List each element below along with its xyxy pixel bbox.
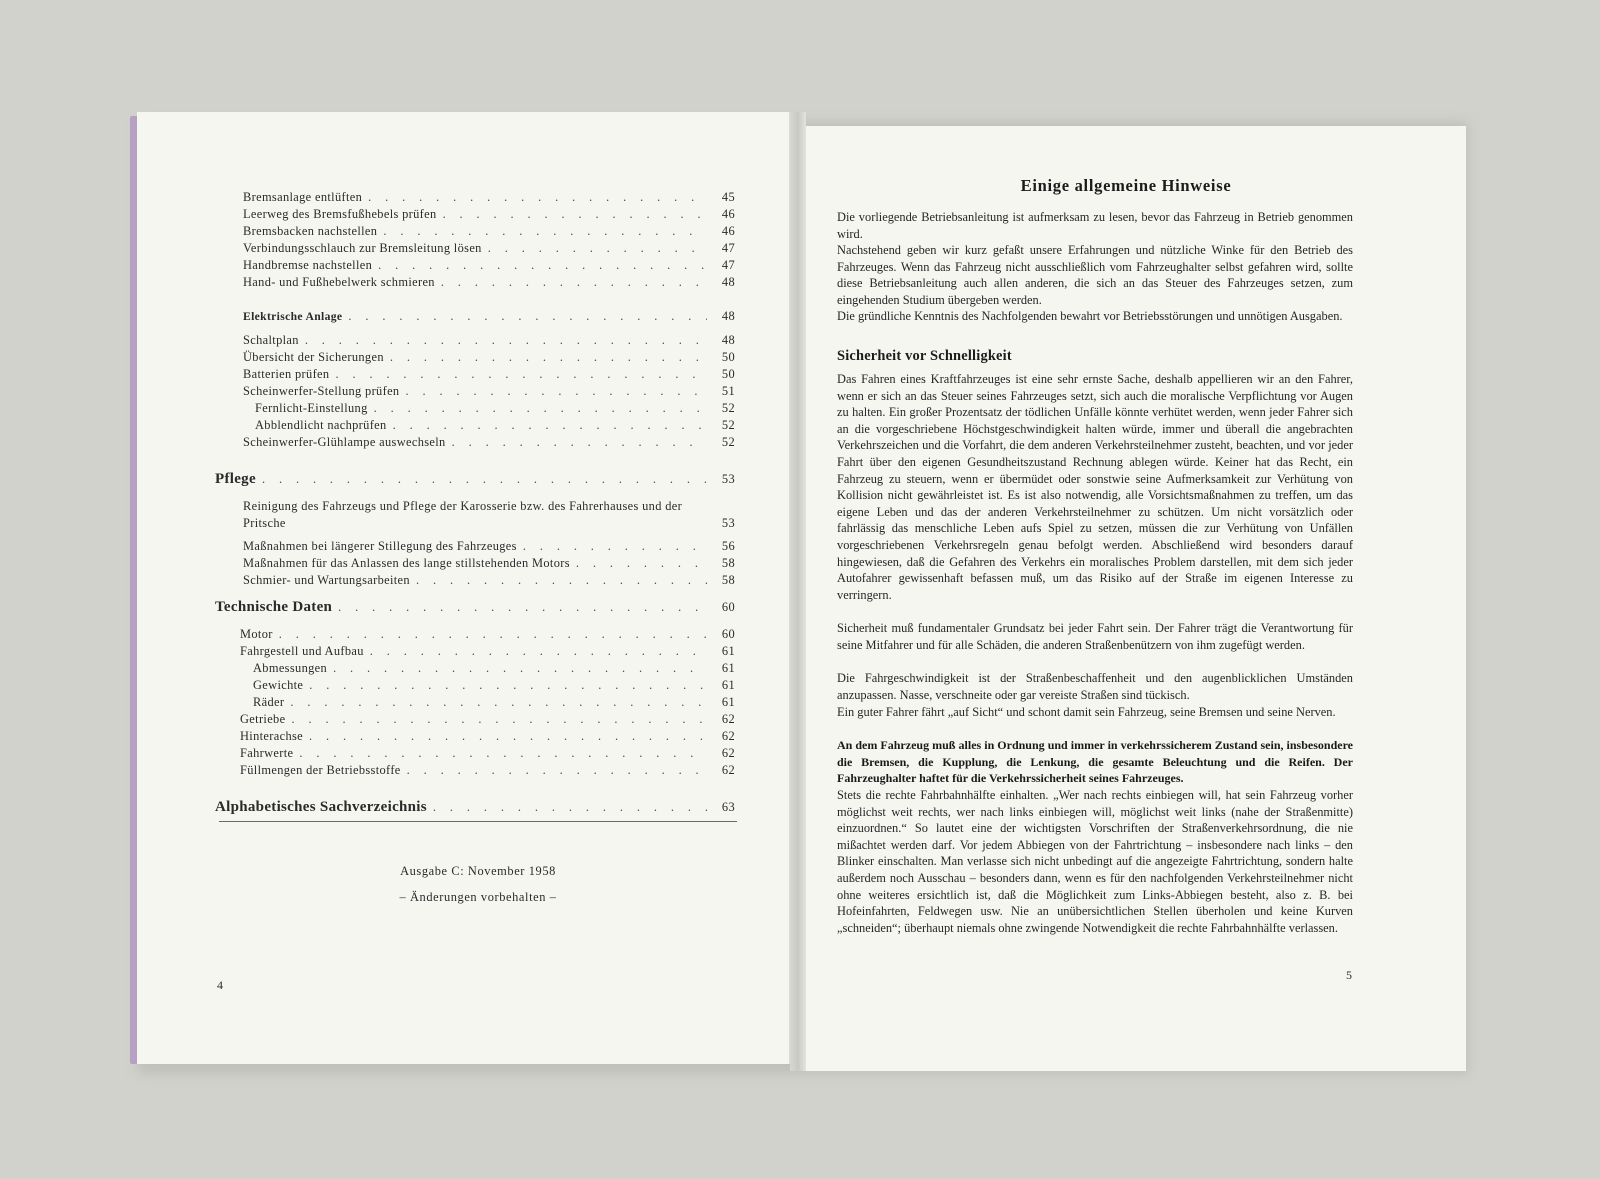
toc-page-number: 47 — [721, 241, 735, 255]
toc-leader-dots — [576, 556, 707, 571]
toc-entry-title: Räder — [253, 695, 285, 709]
toc-entry — [243, 333, 735, 348]
toc-entry-title: Motor — [240, 627, 273, 641]
toc-entry-title: Scheinwerfer-Stellung prüfen — [243, 384, 400, 398]
toc-entry-title: Schmier- und Wartungsarbeiten — [243, 573, 410, 587]
toc-page-number: 47 — [721, 258, 735, 272]
toc-page-number: 58 — [721, 573, 735, 587]
toc-leader-dots — [335, 367, 707, 382]
toc-entry — [243, 556, 735, 571]
toc-section-pflege — [215, 472, 735, 487]
toc-entry — [243, 207, 735, 222]
toc-subentry — [253, 695, 735, 710]
toc-entry — [243, 435, 735, 450]
toc-entry — [240, 644, 735, 659]
toc-entry — [243, 241, 735, 256]
toc-page-number: 61 — [721, 695, 735, 709]
toc-leader-dots — [488, 241, 707, 256]
toc-page-number: 63 — [721, 800, 735, 814]
toc-entry-title: Alphabetisches Sachverzeichnis — [215, 799, 427, 815]
toc-entry — [240, 729, 735, 744]
body-paragraph: Das Fahren eines Kraftfahrzeuges ist eine sehr ernste Sache, deshalb appellieren wir an den Fahrer, wenn er sich an das Steuer seines Fahrzeuges setzt, sich auch die moralische Verpflichtung vor Augen zu halten. Ein großer Prozentsatz der tödlichen Unfälle könnte verhütet werden, wenn jeder Fahrer sich an die vorgeschriebene Höchstgeschwindigkeit halten würde, immer und überall die angebrachten Verkehrszeichen und die Vorfahrt, die dem anderen Verkehrsteilnehmer zusteht, beachten, und vor jeder Fahrt über den eigenen Gesundheitszustand Rechnung ablegen würde. Keiner hat das Recht, ein Fahrzeug zu steuern, wenn er übermüdet oder sonstwie seine Aufmerksamkeit zur Verhütung von Kollision nicht gewährleistet ist. Es ist also notwendig, alle Vorsichtsmaßnahmen zu treffen, um das eigene Leben und das der anderen Verkehrsteilnehmer zu schützen. Um nicht vorsätzlich oder fahrlässig das menschliche Leben aufs Spiel zu setzen, müssen die zur Verhütung von Unfällen vorgeschriebenen Verkehrsregeln genau befolgt werden. Abschließend wird besonders darauf hingewiesen, daß die Gefahren des Verkehrs ein moralisches Problem darstellen, mit dem sich jeder Autofahrer gewissenhaft befassen muß, um das Risiko auf der Straße im eigenen Interesse zu verringern. — [837, 372, 1353, 602]
toc-page-number: 62 — [721, 729, 735, 743]
toc-entry-title: Bremsanlage entlüften — [243, 190, 363, 204]
toc-page-number: 56 — [721, 539, 735, 553]
section-heading: Sicherheit vor Schnelligkeit — [837, 348, 1012, 364]
toc-entry-title: Schaltplan — [243, 333, 299, 347]
toc-page-number: 51 — [721, 384, 735, 398]
toc-entry — [240, 746, 735, 761]
toc-leader-dots — [368, 190, 707, 205]
toc-page-number: 48 — [721, 333, 735, 347]
toc-section-technische-daten — [215, 600, 735, 615]
toc-entry-title: Verbindungsschlauch zur Bremsleitung lösen — [243, 241, 482, 255]
toc-leader-dots — [262, 472, 707, 487]
toc-page-number: 61 — [721, 661, 735, 675]
left-page-contents — [137, 112, 790, 1064]
toc-entry — [243, 498, 735, 531]
toc-entry — [240, 627, 735, 642]
toc-entry — [243, 573, 735, 588]
toc-page-number: 50 — [721, 367, 735, 381]
toc-entry — [243, 258, 735, 273]
toc-leader-dots — [290, 695, 707, 710]
toc-entry-title: Hinterachse — [240, 729, 304, 743]
toc-leader-dots — [523, 539, 707, 554]
toc-entry — [240, 712, 735, 727]
toc-entry — [243, 384, 735, 399]
toc-page-number: 52 — [721, 435, 735, 449]
toc-leader-dots — [305, 333, 707, 348]
toc-entry-title: Maßnahmen bei längerer Stillegung des Fahrzeuges — [243, 539, 517, 553]
toc-leader-dots — [390, 350, 707, 365]
toc-page-number: 61 — [721, 678, 735, 692]
toc-page-number: 62 — [721, 712, 735, 726]
intro-paragraph: Die gründliche Kenntnis des Nachfolgenden bewahrt vor Betriebsstörungen und unnötigen Ausgaben. — [837, 309, 1343, 323]
toc-leader-dots — [378, 258, 707, 273]
toc-leader-dots — [452, 435, 707, 450]
toc-entry — [243, 539, 735, 554]
toc-entry-title: Leerweg des Bremsfußhebels prüfen — [243, 207, 437, 221]
toc-entry-title: Reinigung des Fahrzeugs und Pflege der Karosserie bzw. des Fahrerhauses und der Pritsche — [243, 499, 683, 530]
toc-leader-dots — [405, 384, 707, 399]
toc-subentry — [255, 401, 735, 416]
toc-leader-dots — [370, 644, 707, 659]
toc-page-number: 45 — [721, 190, 735, 204]
toc-page-number: 60 — [721, 600, 735, 614]
book-gutter — [790, 112, 806, 1071]
toc-leader-dots — [433, 800, 707, 815]
toc-entry-title: Übersicht der Sicherungen — [243, 350, 384, 364]
toc-leader-dots — [309, 678, 707, 693]
toc-entry-title: Maßnahmen für das Anlassen des lange stillstehenden Motors — [243, 556, 570, 570]
toc-entry-title: Getriebe — [240, 712, 286, 726]
toc-leader-dots — [338, 600, 707, 615]
toc-page-number: 52 — [721, 418, 735, 432]
toc-leader-dots — [333, 661, 707, 676]
toc-leader-dots — [383, 224, 707, 239]
toc-leader-dots — [443, 207, 707, 222]
toc-entry-title: Gewichte — [253, 678, 304, 692]
horizontal-rule — [219, 821, 737, 822]
toc-subentry — [253, 661, 735, 676]
toc-entry — [243, 367, 735, 382]
toc-leader-dots — [441, 275, 707, 290]
toc-entry — [243, 350, 735, 365]
toc-entry-title: Hand- und Fußhebelwerk schmieren — [243, 275, 435, 289]
toc-subentry — [253, 678, 735, 693]
toc-entry — [243, 224, 735, 239]
toc-entry-title: Handbremse nachstellen — [243, 258, 373, 272]
body-paragraph: Ein guter Fahrer fährt „auf Sicht“ und schont damit sein Fahrzeug, seine Bremsen und seine Nerven. — [837, 705, 1336, 719]
right-page-general-notes — [806, 126, 1466, 1071]
toc-leader-dots — [299, 746, 707, 761]
toc-leader-dots — [309, 729, 707, 744]
toc-leader-dots — [407, 763, 707, 778]
toc-page-number: 60 — [721, 627, 735, 641]
changes-reserved-note: – Änderungen vorbehalten – — [399, 890, 557, 904]
toc-entry-title: Fahrwerte — [240, 746, 294, 760]
toc-entry-title: Technische Daten — [215, 599, 333, 615]
toc-entry-title: Batterien prüfen — [243, 367, 330, 381]
toc-page-number: 46 — [721, 207, 735, 221]
page-title: Einige allgemeine Hinweise — [1020, 176, 1232, 195]
toc-subentry — [255, 418, 735, 433]
toc-page-number: 53 — [721, 516, 735, 530]
edition-note: Ausgabe C: November 1958 — [400, 864, 556, 878]
body-paragraph: Stets die rechte Fahrbahnhälfte einhalten. „Wer nach rechts einbiegen will, hat sein Fahrzeug vorher möglichst weit rechts, wer nach links einbiegen will, möglichst weit links (nahe der Straßenmitte) einzuordnen.“ So lautet eine der wichtigsten Vorschriften der Straßenverkehrsordnung, die nie mißachtet werden darf. Vor jedem Abbiegen von der Fahrtrichtung – insbesondere nach links – den Blinker einschalten. Man verlasse sich nicht unbedingt auf die angezeigte Fahrtrichtung, sondern halte außerdem noch Ausschau – besonders dann, wenn es für den nachfolgenden Verkehrsteilnehmer nicht ohne weiteres ersichtlich ist, daß die Möglichkeit zum Links-Abbiegen besteht, also z. B. bei Hofeinfahrten, Feldwegen usw. Nie an unübersichtlichen Stellen überholen und keine Kurven „schneiden“; überhaupt niemals ohne zwingende Notwendigkeit die rechte Fahrbahnhälfte verlassen. — [837, 788, 1353, 935]
toc-page-number: 61 — [721, 644, 735, 658]
toc-page-number: 48 — [721, 309, 735, 323]
intro-paragraph: Die vorliegende Betriebsanleitung ist aufmerksam zu lesen, bevor das Fahrzeug in Betrieb genommen wird. — [837, 210, 1353, 241]
toc-page-number: 53 — [721, 472, 735, 486]
toc-leader-dots — [279, 627, 707, 642]
toc-page-number: 62 — [721, 746, 735, 760]
toc-section-elektrische-anlage — [243, 309, 735, 324]
toc-entry-title: Elektrische Anlage — [243, 310, 343, 323]
toc-page-number: 50 — [721, 350, 735, 364]
page-number-left: 4 — [217, 978, 223, 992]
toc-leader-dots — [393, 418, 707, 433]
toc-page-number: 48 — [721, 275, 735, 289]
toc-entry — [243, 190, 735, 205]
toc-entry-title: Füllmengen der Betriebsstoffe — [240, 763, 401, 777]
page-number-right: 5 — [1346, 968, 1352, 982]
body-paragraph: Sicherheit muß fundamentaler Grundsatz bei jeder Fahrt sein. Der Fahrer trägt die Verantwortung für seine Mitfahrer und für alle Schäden, die anderen Straßenbenützern von ihm zugefügt werden. — [837, 621, 1353, 652]
emphasized-paragraph: An dem Fahrzeug muß alles in Ordnung und immer in verkehrssicherem Zustand sein, insbesondere die Bremsen, die Kupplung, die Lenkung, die gesamte Beleuchtung und die Reifen. Der Fahrzeughalter haftet für die Verkehrssicherheit seines Fahrzeuges. — [837, 738, 1353, 786]
toc-entry-title: Fahrgestell und Aufbau — [240, 644, 364, 658]
toc-section-sachverzeichnis — [215, 800, 735, 815]
toc-leader-dots — [348, 309, 707, 324]
toc-entry-title: Bremsbacken nachstellen — [243, 224, 378, 238]
toc-page-number: 58 — [721, 556, 735, 570]
toc-entry-title: Scheinwerfer-Glühlampe auswechseln — [243, 435, 446, 449]
toc-leader-dots — [416, 573, 707, 588]
toc-entry-title: Pflege — [215, 471, 256, 487]
toc-page-number: 46 — [721, 224, 735, 238]
body-paragraph: Die Fahrgeschwindigkeit ist der Straßenbeschaffenheit und den augenblicklichen Umständen anzupassen. Nasse, verschneite oder gar vereiste Straßen sind tückisch. — [837, 671, 1353, 702]
toc-entry-title: Abmessungen — [253, 661, 328, 675]
toc-entry — [240, 763, 735, 778]
intro-paragraph: Nachstehend geben wir kurz gefaßt unsere Erfahrungen und nützliche Winke für den Betrieb des Fahrzeuges. Wenn das Fahrzeug nicht ausschließlich vom Fahrzeughalter selbst gefahren wird, sollte diese Betriebsanleitung auch allen anderen, die sich an das Steuer des Fahrzeuges setzen, zum eingehenden Studium übergeben werden. — [837, 243, 1353, 307]
toc-page-number: 52 — [721, 401, 735, 415]
toc-leader-dots — [374, 401, 707, 416]
toc-entry — [243, 275, 735, 290]
toc-leader-dots — [291, 712, 707, 727]
toc-entry-title: Abblendlicht nachprüfen — [255, 418, 387, 432]
toc-entry-title: Fernlicht-Einstellung — [255, 401, 368, 415]
toc-page-number: 62 — [721, 763, 735, 777]
